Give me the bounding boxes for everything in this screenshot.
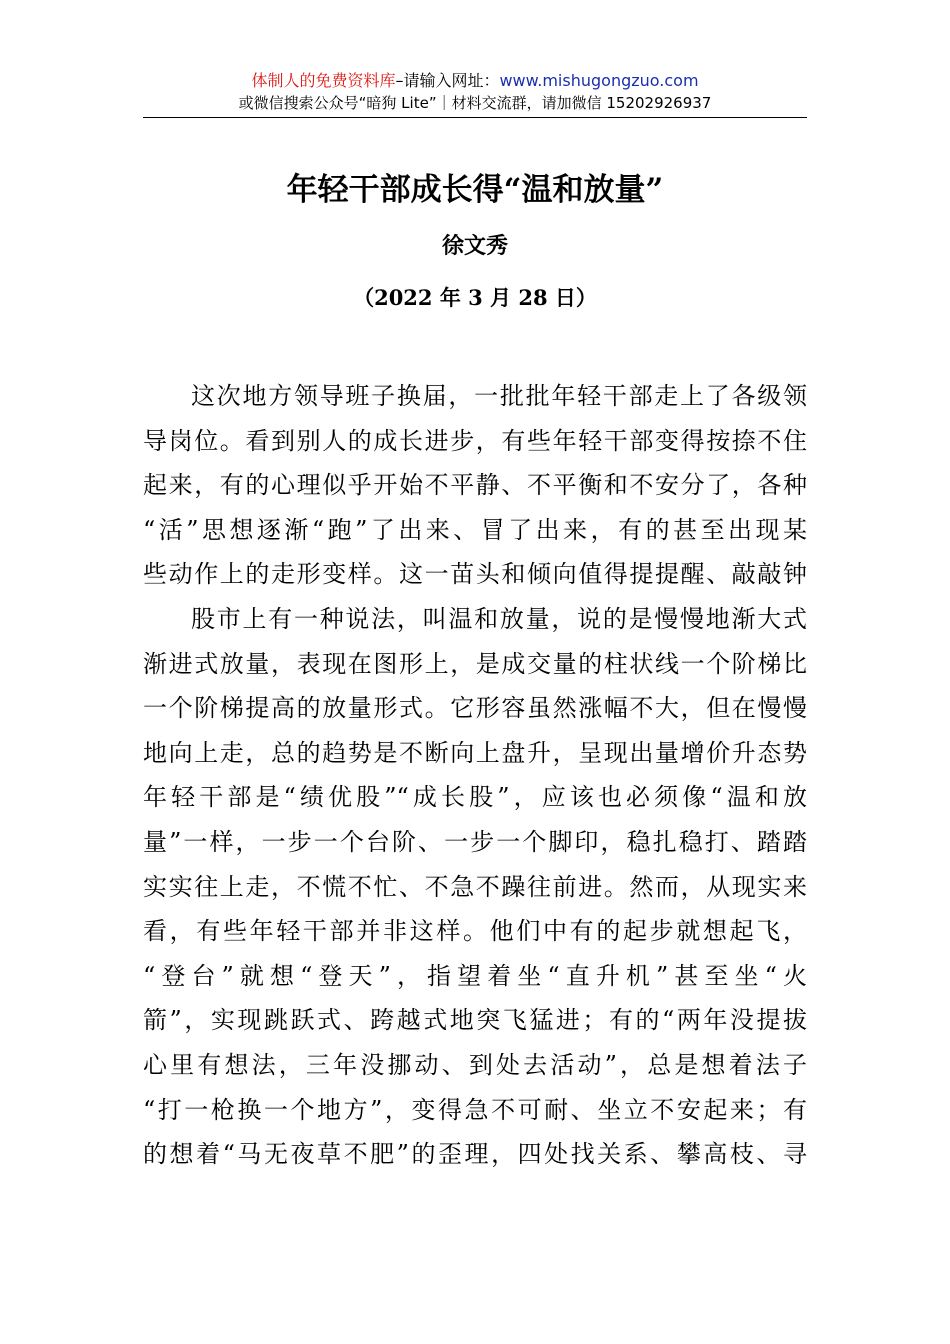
body-line: 起来，有的心理似乎开始不平静、不平衡和不安分了，各种 <box>143 471 807 500</box>
body-line: “登台”就想“登天”，指望着坐“直升机”甚至坐“火 <box>143 961 807 990</box>
body-line: 的想着“马无夜草不肥”的歪理，四处找关系、攀高枝、寻 <box>143 1140 807 1169</box>
article-author: 徐文秀 <box>441 233 508 259</box>
article-body <box>143 374 807 1177</box>
body-line: 些动作上的走形变样。这一苗头和倾向值得提提醒、敲敲钟 <box>143 560 807 589</box>
body-line: 一个阶梯提高的放量形式。它形容虽然涨幅不大，但在慢慢 <box>143 694 807 723</box>
body-line: 箭”，实现跳跃式、跨越式地突飞猛进；有的“两年没提拔 <box>143 1006 807 1035</box>
article-title: 年轻干部成长得“温和放量” <box>286 172 664 208</box>
body-line: 实实往上走，不慌不忙、不急不躁往前进。然而，从现实来 <box>143 872 807 901</box>
header-promo-line <box>143 70 807 92</box>
body-line: 看，有些年轻干部并非这样。他们中有的起步就想起飞， <box>143 917 807 946</box>
body-line: 导岗位。看到别人的成长进步，有些年轻干部变得按捺不住 <box>143 426 807 455</box>
body-line: 渐进式放量，表现在图形上，是成交量的柱状线一个阶梯比 <box>143 649 807 678</box>
body-line: 这次地方领导班子换届，一批批年轻干部走上了各级领 <box>191 382 807 410</box>
body-line: 股市上有一种说法，叫温和放量，说的是慢慢地渐大式 <box>191 604 807 633</box>
page-header <box>143 70 807 114</box>
body-line: “活”思想逐渐“跑”了出来、冒了出来，有的甚至出现某 <box>143 515 807 544</box>
body-line: 地向上走，总的趋势是不断向上盘升，呈现出量增价升态势 <box>143 738 807 767</box>
article-date: （2022 年 3 月 28 日） <box>353 285 597 310</box>
header-brand: 体制人的免费资料库 <box>251 71 396 90</box>
body-line: 年轻干部是“绩优股”“成长股”，应该也必须像“温和放 <box>143 783 807 812</box>
header-divider <box>143 117 807 118</box>
header-contact-line: 或微信搜索公众号“暗狗 Lite”｜材料交流群，请加微信 15202926937 <box>238 94 712 112</box>
header-url-link[interactable]: www.mishugongzuo.com <box>499 71 699 90</box>
body-line: 心里有想法，三年没挪动、到处去活动”，总是想着法子 <box>143 1050 807 1079</box>
body-line: 量”一样，一步一个台阶、一步一个脚印，稳扎稳打、踏踏 <box>143 827 807 856</box>
body-line: “打一枪换一个地方”，变得急不可耐、坐立不安起来；有 <box>143 1095 807 1124</box>
header-prompt: –请输入网址： <box>395 71 500 90</box>
